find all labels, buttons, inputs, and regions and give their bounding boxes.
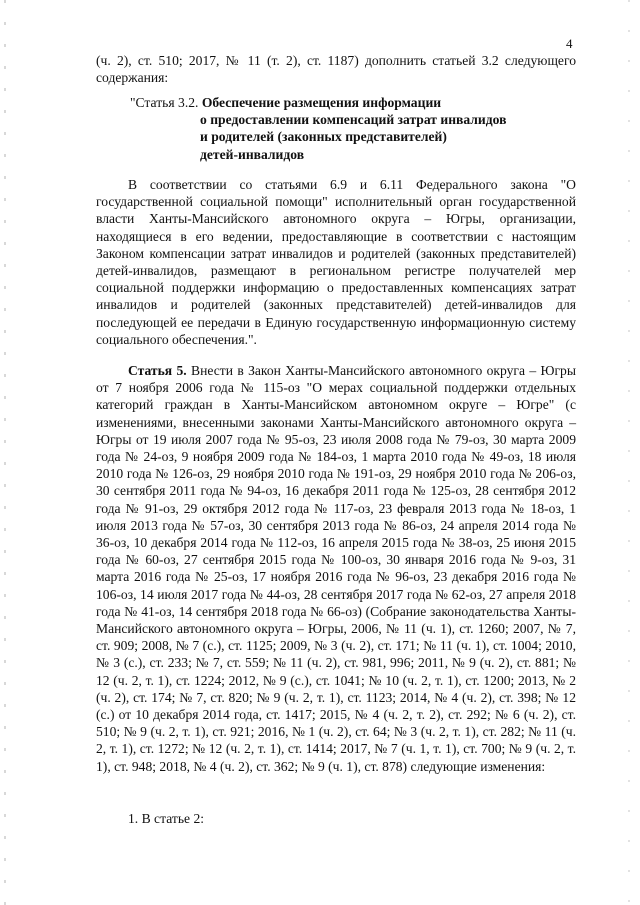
article-5-lead: Статья 5. — [128, 363, 187, 378]
article-title-line-4: детей-инвалидов — [200, 146, 305, 162]
article-5-text: Внести в Закон Ханты-Мансийского автономного округа – Югры от 7 ноября 2006 года № 115-оз "О мерах социальной поддержки отдельных категорий граждан в Ханты-Мансийском автономном округе – Югре" (с изменениями, внесенными законами Ханты-Мансийского автономного округа – Югры от 19 июля 2007 года № 95-оз, 23 июля 2008 года № 79-оз, 30 марта 2009 года № 24-оз, 9 ноября 2009 года № 184-оз, 1 марта 2010 года № 49-оз, 18 июля 2010 года № 126-оз, 29 ноября 2010 года № 191-оз, 29 ноября 2010 года № 206-оз, 30 сентября 2011 года № 94-оз, 16 декабря 2011 года № 125-оз, 28 сентября 2012 года № 91-оз, 29 октября 2012 года № 117-оз, 23 февраля 2013 года № 18-оз, 1 июля 2013 года № 57-оз, 30 сентября 2013 года № 86-оз, 24 апреля 2014 года № 36-оз, 10 декабря 2014 года № 112-оз, 16 апреля 2015 года № 38-оз, 25 июня 2015 года № 60-оз, 27 сентября 2015 года № 100-оз, 30 января 2016 года № 9-оз, 31 марта 2016 года № 25-оз, 17 ноября 2016 года № 96-оз, 23 декабря 2016 года № 106-оз, 14 июля 2017 года № 44-оз, 28 сентября 2017 года № 62-оз, 27 апреля 2018 года № 41-оз, 14 сентября 2018 года № 66-оз) (Собрание законодательства Ханты-Мансийского автономного округа – Югры, 2006, № 11 (ч. 1), ст. 1260; 2007, № 7, ст. 909; 2008, № 7 (с.), ст. 1125; 2009, № 3 (ч. 2), ст. 171; № 11 (ч. 1), ст. 1004; 2010, № 3 (с.), ст. 233; № 7, ст. 559; № 11 (ч. 2), ст. 981, 996; 2011, № 9 (ч. 2), ст. 881; № 12 (ч. 2, т. 1), ст. 1224; 2012, № 9 (с.), ст. 1041; № 10 (ч. 2, т. 1), ст. 1200; 2013, № 2 (ч. 2), ст. 174; № 7, ст. 820; № 9 (ч. 2, т. 1), ст. 1123; 2014, № 4 (ч. 2), ст. 398; № 12 (с.) от 10 декабря 2014 года, ст. 1417; 2015, № 4 (ч. 2, т. 2), ст. 292; № 6 (ч. 2), ст. 510; № 9 (ч. 2, т. 1), ст. 921; 2016, № 1 (ч. 2), ст. 64; № 3 (ч. 2, т. 1), ст. 282; № 11 (ч. 2, т. 1), ст. 1272; № 12 (ч. 2, т. 1), ст. 1414; 2017, № 7 (ч. 1, т. 1), ст. 700; № 9 (ч. 2, т. 1), ст. 948; 2018, № 4 (ч. 2), ст. 362; № 9 (ч. 1), ст. 878) следующие изменения: — [96, 363, 576, 774]
compensation-info-paragraph: В соответствии со статьями 6.9 и 6.11 Федерального закона "О государственной социальной помощи" исполнительный орган государственной власти Ханты-Мансийского автономного округа – Югры, организации, находящиеся в его ведении, предоставляющие в соответствии с настоящим Законом компенсации затрат инвалидов и родителей (законных представителей) детей-инвалидов, размещают в региональном регистре получателей мер социальной поддержки информацию о предоставленных компенсациях затрат инвалидов и родителей (законных представителей) детей-инвалидов для последующей ее передачи в Единую государственную информационную систему социального обеспечения.". — [96, 177, 576, 347]
article-heading-row-4 — [130, 146, 550, 163]
list-item-article-2: 1. В статье 2: — [128, 811, 205, 826]
scan-margin-artifact-right — [628, 0, 630, 905]
article-title-line-1: Обеспечение размещения информации — [201, 95, 442, 110]
page-number: 4 — [566, 36, 573, 51]
article-title-line-3: и родителей (законных представителей) — [200, 129, 447, 145]
article-number: "Статья 3.2. — [130, 95, 199, 110]
scan-margin-artifact-left — [4, 0, 6, 905]
article-5-paragraph — [96, 362, 576, 775]
article-heading-row-2 — [130, 111, 550, 128]
continuation-paragraph: (ч. 2), ст. 510; 2017, № 11 (т. 2), ст. 1187) дополнить статьей 3.2 следующего содержания: — [96, 53, 576, 86]
article-3-2-heading — [130, 94, 550, 163]
article-heading-first-row — [130, 94, 550, 111]
article-title-line-2: о предоставлении компенсаций затрат инвалидов — [200, 112, 507, 128]
article-heading-row-3 — [130, 128, 550, 145]
